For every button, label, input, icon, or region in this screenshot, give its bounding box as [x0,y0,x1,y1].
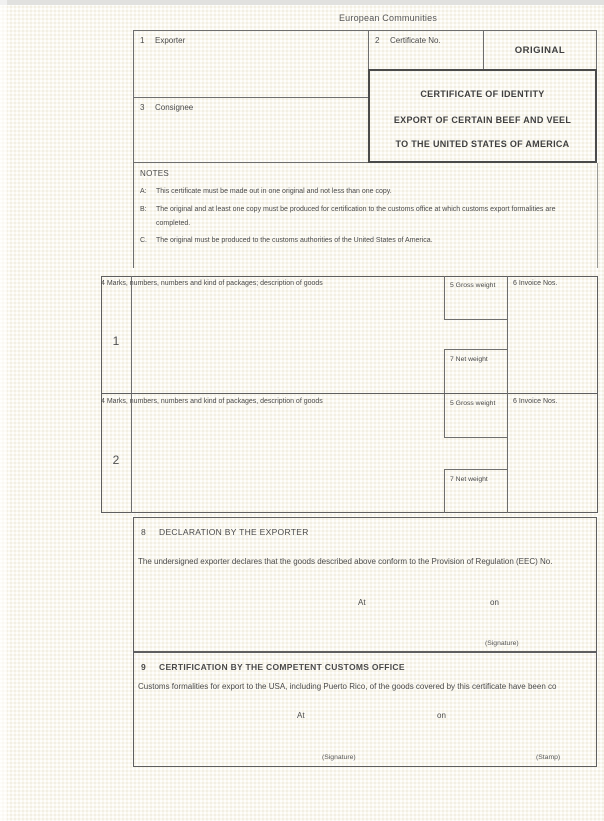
certification-signature-label: (Signature) [322,754,356,761]
goods-row2-net-weight-label: 7 Net weight [450,476,488,483]
scan-edge-left [0,0,7,821]
certificate-no-label: Certificate No. [390,36,441,45]
goods-row1-net-weight-label: 7 Net weight [450,356,488,363]
certification-stamp-label: (Stamp) [536,754,561,761]
form-header-title: European Communities [338,13,438,23]
goods-invoice-divider [507,276,508,513]
exporter-box [133,30,369,98]
consignee-box-number: 3 [140,103,145,112]
certificate-title-line2: EXPORT OF CERTAIN BEEF AND VEEL [393,115,572,125]
note-b-text-line1: The original and at least one copy must be produced for certification to the customs office at which customs export formalities are [156,206,556,213]
goods-table [101,276,598,513]
goods-row2-marks-label: 4 Marks, numbers, numbers and kind of packages, description of goods [101,398,323,405]
goods-row2-gross-weight-box [444,394,507,438]
consignee-box [133,97,369,163]
goods-row2-invoice-label: 6 Invoice Nos. [513,398,558,405]
scan-edge-top [0,0,604,5]
goods-row1-marks-label: 4 Marks, numbers, numbers and kind of packages; description of goods [101,280,323,287]
certificate-no-number: 2 [375,36,380,45]
certificate-title-box [368,69,597,163]
exporter-box-label: Exporter [155,36,186,45]
certification-heading: CERTIFICATION BY THE COMPETENT CUSTOMS OFFICE [159,662,405,672]
certificate-no-box [368,30,484,70]
notes-left-border [133,163,134,268]
note-b-text-line2: completed. [156,220,191,227]
certification-on-label: on [437,711,446,720]
note-b-number: B: [140,206,147,213]
goods-row-divider [101,393,598,394]
certification-body: Customs formalities for export to the USA, including Puerto Rico, of the goods covered by this certificate have been co [138,682,557,691]
goods-row2-gross-weight-label: 5 Gross weight [450,400,496,407]
goods-row1-gross-weight-box [444,276,507,320]
goods-row2-number: 2 [112,453,120,467]
note-a-number: A: [140,188,147,195]
declaration-body: The undersigned exporter declares that the goods described above conform to the Provision of Regulation (EEC) No. [138,557,553,566]
note-c-number: C. [140,237,147,244]
declaration-signature-label: (Signature) [485,640,519,647]
declaration-heading: DECLARATION BY THE EXPORTER [159,527,309,537]
goods-row-number-divider [131,276,132,513]
original-box [483,30,597,70]
certificate-title-line3: TO THE UNITED STATES OF AMERICA [395,139,570,149]
notes-right-border [597,163,598,268]
declaration-on-label: on [490,598,499,607]
goods-row1-invoice-label: 6 Invoice Nos. [513,280,558,287]
certification-number: 9 [141,662,146,672]
notes-heading: NOTES [140,169,170,178]
goods-row1-net-weight-box [444,349,507,393]
goods-row1-number: 1 [112,334,120,348]
declaration-at-label: At [358,598,366,607]
exporter-box-number: 1 [140,36,145,45]
declaration-number: 8 [141,527,146,537]
certification-at-label: At [297,711,305,720]
consignee-box-label: Consignee [155,103,194,112]
certification-box [133,652,597,767]
goods-row2-net-weight-box [444,469,507,513]
note-c-text: The original must be produced to the customs authorities of the United States of America. [156,237,433,244]
note-a-text: This certificate must be made out in one original and not less than one copy. [156,188,392,195]
original-label: ORIGINAL [514,44,566,56]
declaration-box [133,517,597,652]
certificate-title-line1: CERTIFICATE OF IDENTITY [420,89,545,99]
goods-row1-gross-weight-label: 5 Gross weight [450,282,496,289]
